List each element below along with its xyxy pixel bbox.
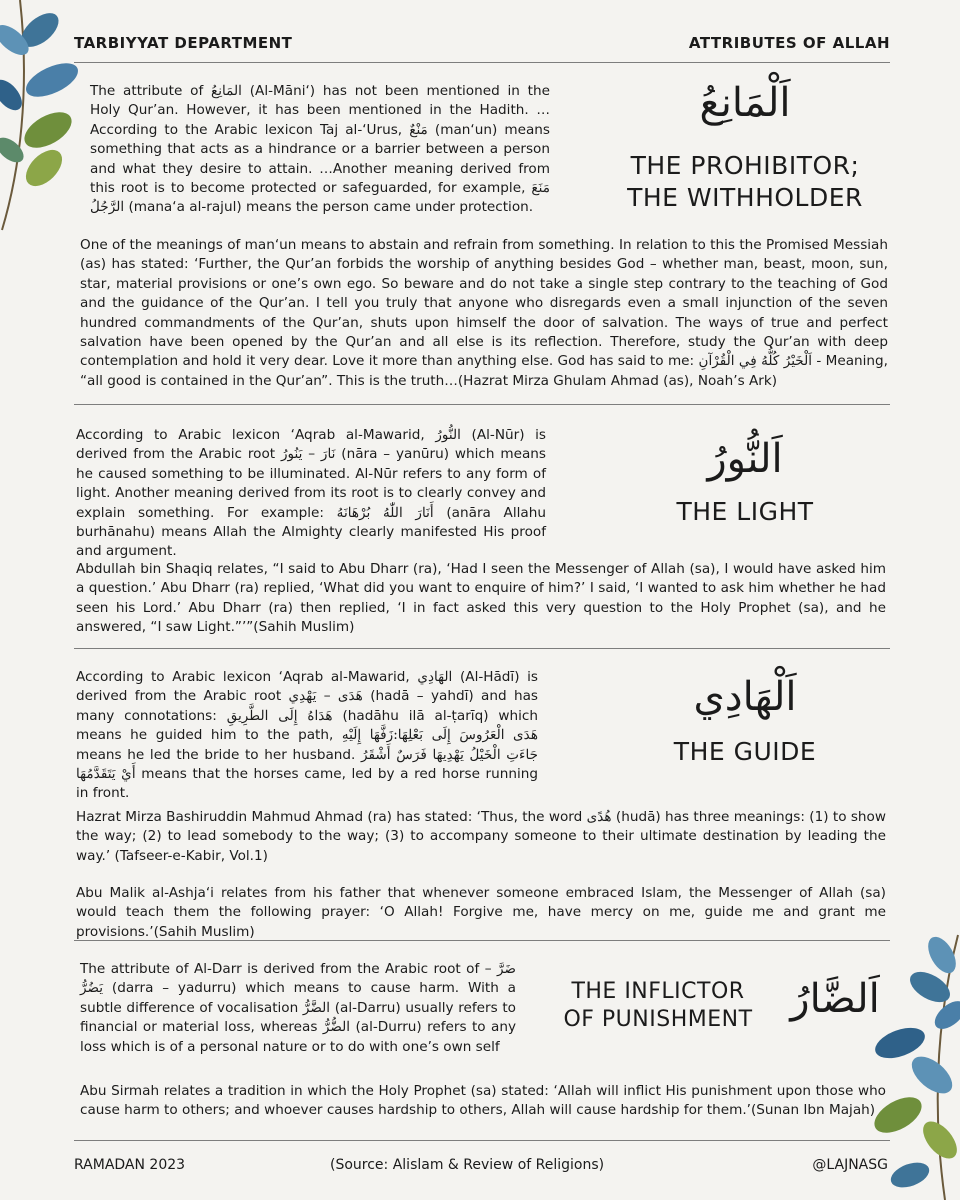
al-nur-hadith: Abdullah bin Shaqiq relates, “I said to Abu Dharr (ra), ‘Had I seen the Messenger of Allah (sa), I would have asked him a question.’ Abu Dharr (ra) replied, ‘What did you want to enquire of him?’ I said, ‘I wanted to ask him whether he had seen his Lord.’ Abu Dharr (ra) then replied, ‘I in fact asked this very question to the Holy Prophet (sa), and he answered, “I saw Light.”’”(Sahih Muslim) [76,561,886,636]
footer-handle-link[interactable]: @LAJNASG [812,1157,888,1173]
al-hadi-prayer: Abu Malik al-Ashja‘i relates from his father that whenever someone embraced Islam, the Messenger of Allah (sa) would teach them the following prayer: ‘O Allah! Forgive me, have mercy on me, guide me and grant me provisions.’(Sahih Muslim) [76,885,886,940]
al-hadi-intro: According to Arabic lexicon ‘Aqrab al-Mawarid, الهَادِي (Al-Hādī) is derived from the Arabic root هَدَى – يَهْدِي (hadā – yahdī) and has many connotations: هَدَاهُ إِلَى الطَّرِيقِ (hadāhu ilā al-ṭarīq) which means he guided him to the path, هَدَى الْعَرُوسَ إِلَى بَعْلِهَا:زَفَّهَا إِلَيْهِ means he led the bride to her husband. جَاءَتِ الْخَيْلُ يَهْدِيهَا فَرَسٌ أَشْقَرُ أَيْ يَتَقَدَّمُهَا means that the horses came, led by a red horse running in front. [76,669,538,802]
al-darr-intro: The attribute of Al-Darr is derived from the Arabic root of ضَرَّ – يَضُرُّ (darra – yadurru) which means to cause harm. With a subtle difference of vocalisation الضَّرُّ (al-Darru) usually refers to financial or material loss, whereas الضُّرُّ (al-Durru) refers to any loss which is of a personal nature or to do with one’s own self [80,961,516,1055]
header-divider [74,62,890,63]
al-darr-arabic-name: اَلضَّارُ [790,976,880,1022]
al-mani-quote: One of the meanings of man‘un means to abstain and refrain from something. In relation to this the Promised Messiah (as) has stated: ‘Further, the Qur’an forbids the worship of anything besides God – whether man, beast, moon, sun, star, material provisions or one’s own ego. So beware and do not take a single step contrary to the teaching of God and the guidance of the Qur’an. I tell you truly that anyone who disregards even a small injunction of the seven hundred commandments of the Qur’an, shuts upon himself the door of salvation. The ways of true and perfect salvation have been opened by the Qur’an and all else is its reflection. Therefore, study the Qur’an with deep contemplation and hold it very dear. Love it more than anything else. God has said to me: اَلْخَيْرُ كُلُّهُ فِي الْقُرْآنِ - Meaning, “all good is contained in the Qur’an”. This is the truth…(Hazrat Mirza Ghulam Ahmad (as), Noah’s Ark) [80,237,888,389]
al-mani-english-name: THE PROHIBITOR; THE WITHHOLDER [627,151,863,212]
section-divider-3 [74,940,890,941]
footer-date: RAMADAN 2023 [74,1157,186,1173]
al-mani-arabic-name: اَلْمَانِعُ [699,80,791,126]
series-title: ATTRIBUTES OF ALLAH [688,34,890,52]
al-darr-hadith: Abu Sirmah relates a tradition in which the Holy Prophet (sa) stated: ‘Allah will inflict His punishment upon those who cause harm to others; and whoever causes hardship to others, Allah will cause hardship for them.’(Sunan Ibn Majah) [80,1083,886,1119]
section-divider-1 [74,404,890,405]
al-nur-intro: According to Arabic lexicon ‘Aqrab al-Mawarid, النُّورُ (Al-Nūr) is derived from the Arabic root نَارَ – يَنُورُ (nāra – yanūru) which means he caused something to be illuminated. Al-Nūr refers to any form of light. Another meaning derived from its root is to clearly convey and explain something. For example: أَنَارَ اللّٰهُ بُرْهَانَهُ (anāra Allahu burhānahu) means Allah the Almighty clearly manifested His proof and argument. [76,427,546,560]
al-darr-english-name: THE INFLICTOR OF PUNISHMENT [563,979,753,1032]
department-label: TARBIYYAT DEPARTMENT [74,34,293,52]
al-hadi-arabic-name: اَلْهَادِي [693,674,797,720]
al-hadi-english-name: THE GUIDE [673,737,817,766]
al-nur-arabic-name: اَلنُّورُ [707,436,783,482]
section-divider-2 [74,648,890,649]
footer-divider [74,1140,890,1141]
al-mani-intro: The attribute of المَانِعُ (Al-Māni‘) has not been mentioned in the Holy Qur’an. However, it has been mentioned in the Hadith. …According to the Arabic lexicon Taj al-‘Urus, مَنْعٌ (man‘un) means something that acts as a hindrance or a barrier between a person and what they desire to attain. …Another meaning derived from this root is to become protected or safeguarded, for example, مَنَعَ الرَّجُلُ (mana‘a al-rajul) means the person came under protection. [90,83,550,216]
footer-source: (Source: Alislam & Review of Religions) [330,1157,605,1173]
al-hadi-tafseer: Hazrat Mirza Bashiruddin Mahmud Ahmad (ra) has stated: ‘Thus, the word هُدًى (hudā) has three meanings: (1) to show the way; (2) to lead somebody to the way; (3) to accompany someone to their ultimate destination by leading the way.’ (Tafseer-e-Kabir, Vol.1) [76,809,886,864]
al-nur-english-name: THE LIGHT [676,497,814,526]
